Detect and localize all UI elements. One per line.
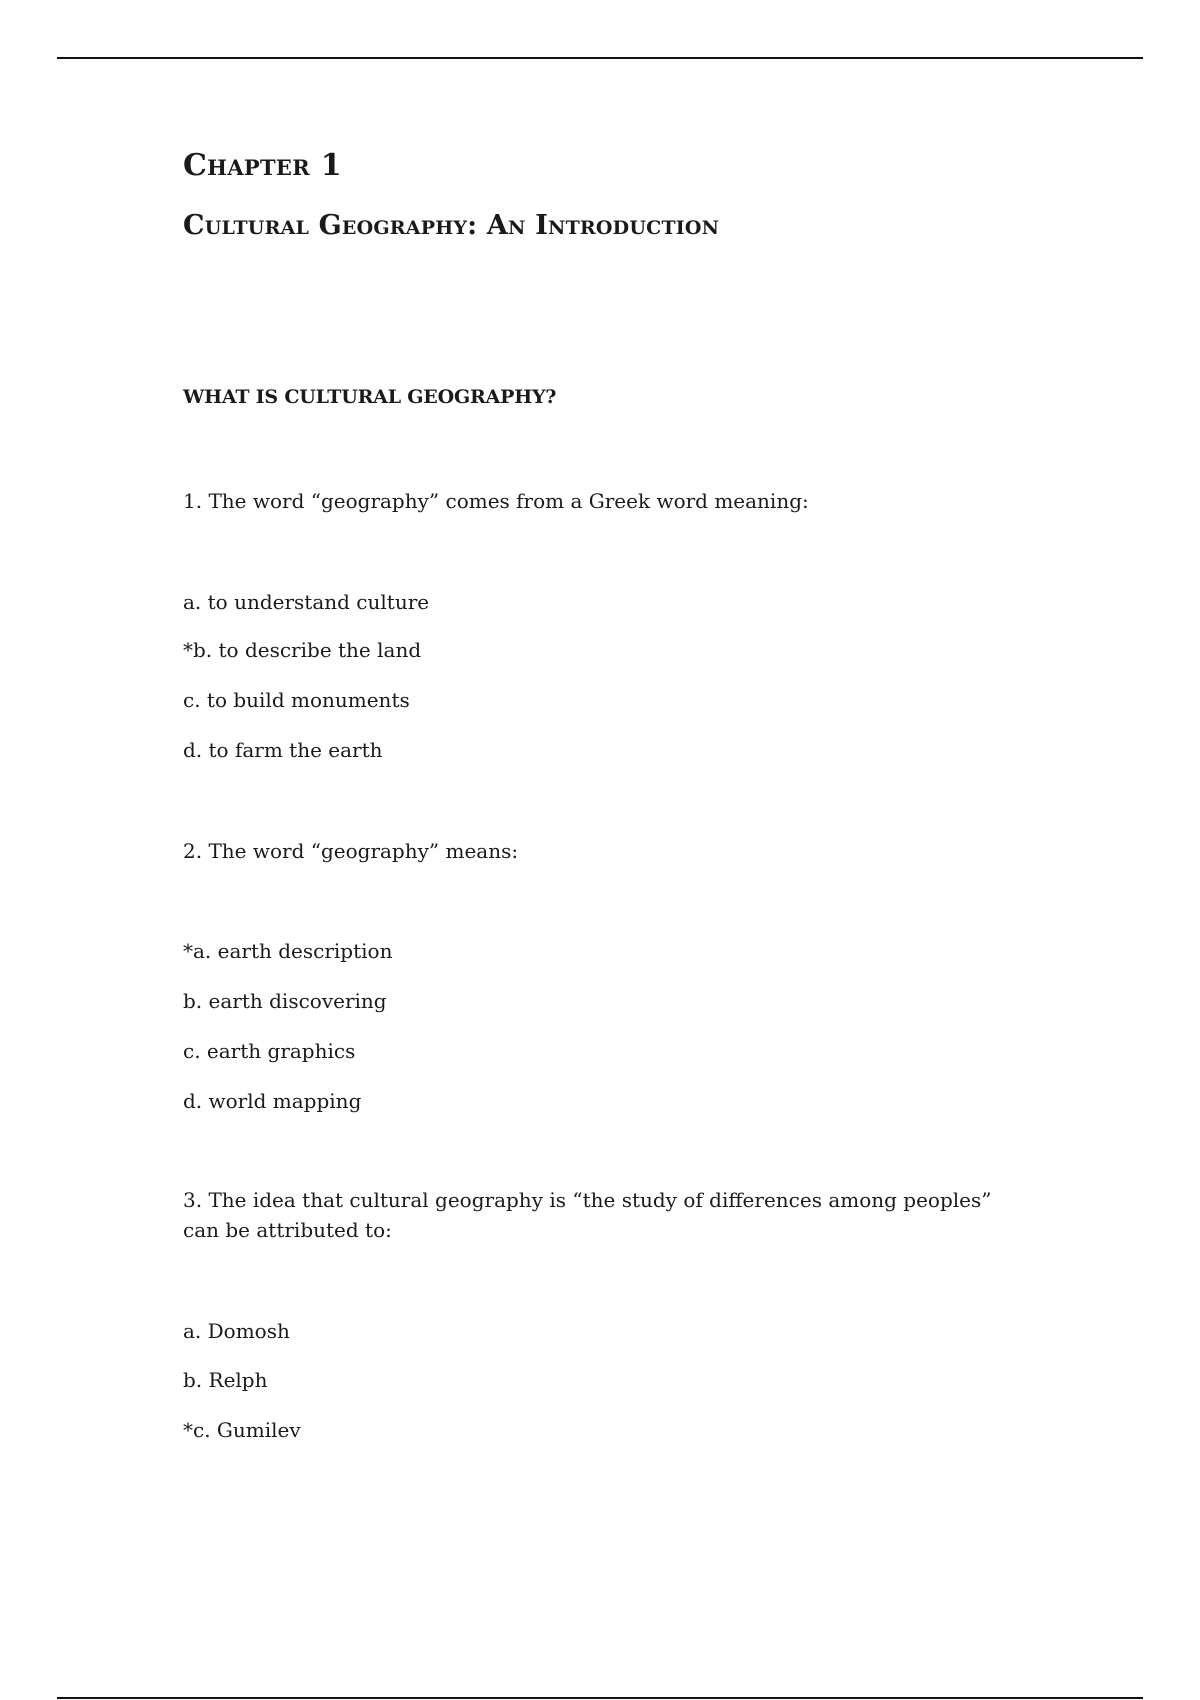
bottom-rule [57, 1697, 1143, 1699]
chapter-label: Chapter 1 [183, 148, 342, 183]
question-1-option-d: d. to farm the earth [183, 738, 383, 762]
section-heading: WHAT IS CULTURAL GEOGRAPHY? [183, 386, 557, 408]
chapter-title: Cultural Geography: An Introduction [183, 210, 720, 241]
question-3-option-b: b. Relph [183, 1368, 268, 1392]
question-1-option-b: *b. to describe the land [183, 638, 422, 662]
question-2-option-d: d. world mapping [183, 1089, 362, 1113]
question-2-option-a: *a. earth description [183, 939, 393, 963]
question-1-option-a: a. to understand culture [183, 590, 430, 614]
question-3: 3. The idea that cultural geography is “the study of differences among peoples” can be attributed to: [183, 1188, 992, 1242]
question-2-option-b: b. earth discovering [183, 989, 387, 1013]
question-3-option-c: *c. Gumilev [183, 1418, 301, 1442]
question-2-option-c: c. earth graphics [183, 1039, 356, 1063]
question-3-option-a: a. Domosh [183, 1319, 290, 1343]
question-1-option-c: c. to build monuments [183, 688, 410, 712]
top-rule [57, 57, 1143, 59]
question-2: 2. The word “geography” means: [183, 839, 519, 863]
question-1: 1. The word “geography” comes from a Greek word meaning: [183, 489, 809, 513]
